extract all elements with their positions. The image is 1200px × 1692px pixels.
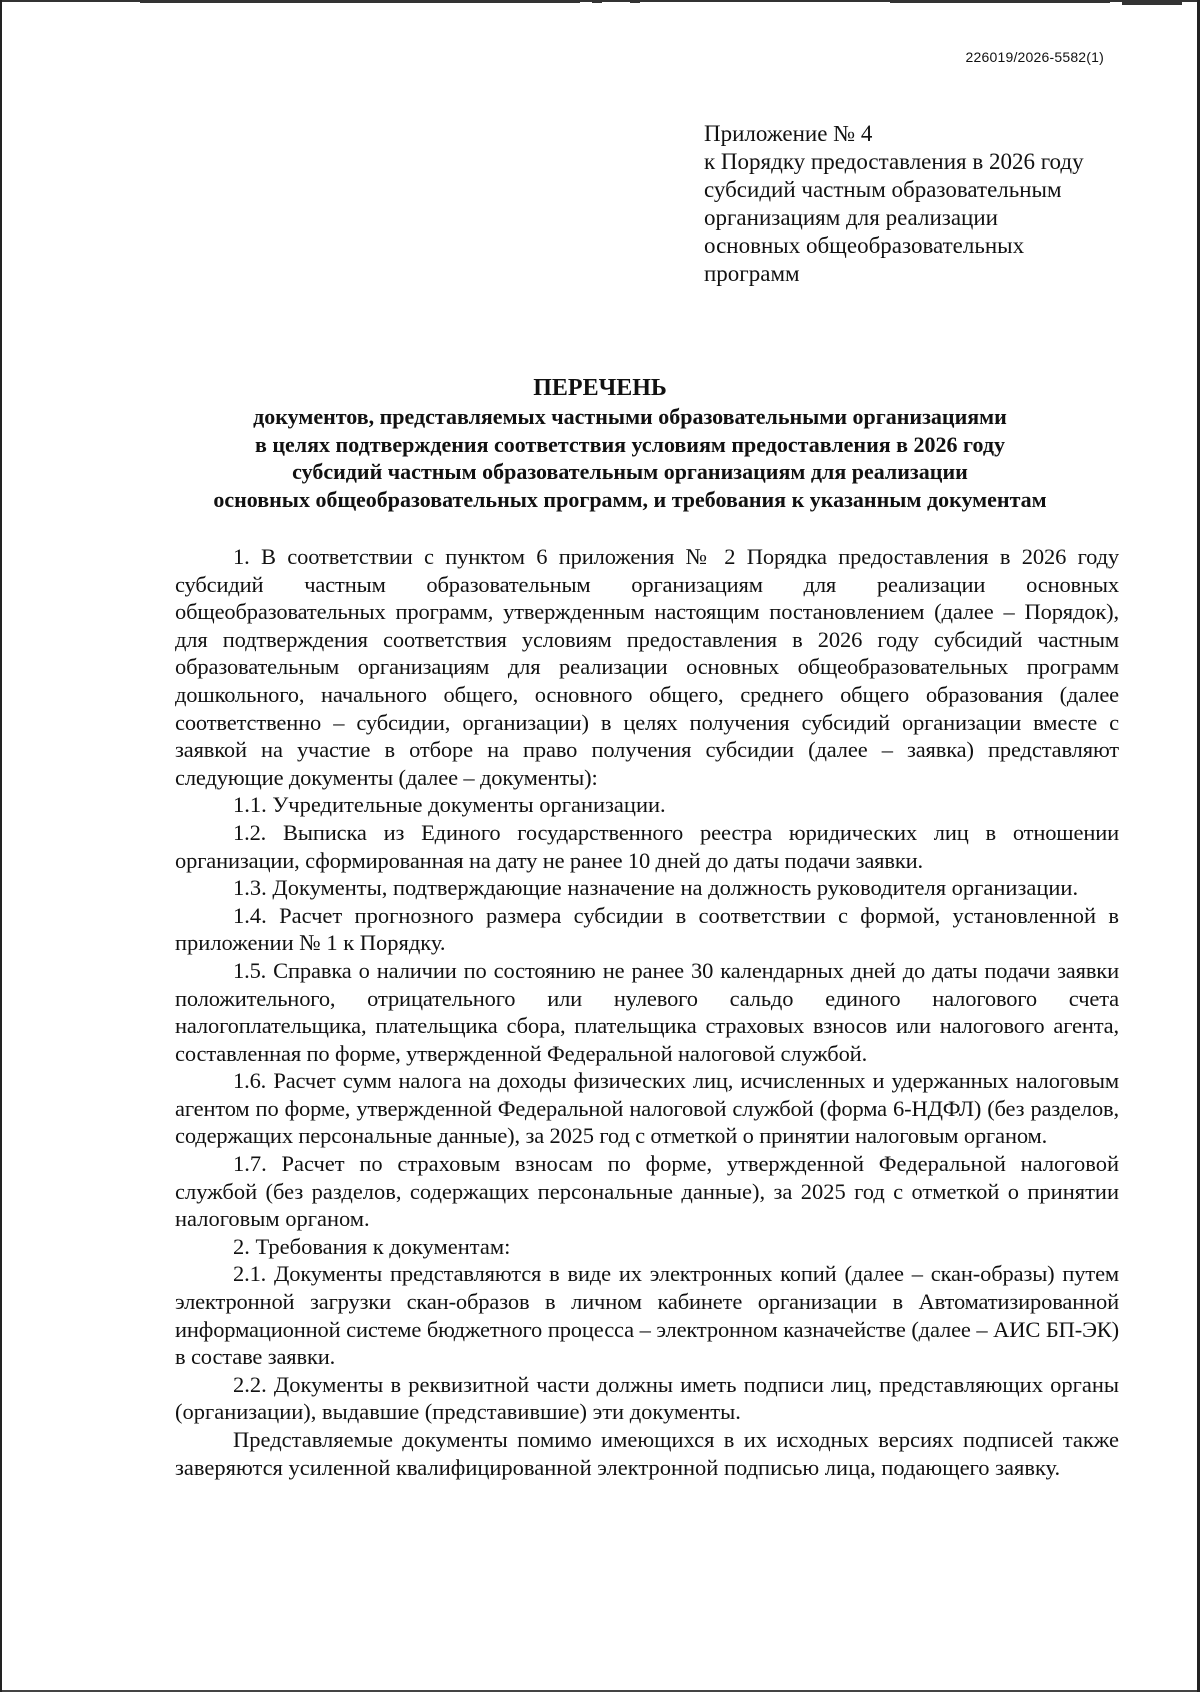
paragraph-closing: Представляемые документы помимо имеющихся в их исходных версиях подписей также заверяются усиленной квалифицированной электронной подписью лица, подающего заявку. [175, 1427, 1119, 1480]
appendix-line: субсидий частным образовательным [704, 177, 1062, 202]
paragraph-1-3: 1.3. Документы, подтверждающие назначение на должность руководителя организации. [233, 875, 1079, 901]
appendix-line: программ [704, 261, 800, 286]
document-title: ПЕРЕЧЕНЬ [533, 375, 667, 401]
paragraph-2-1: 2.1. Документы представляются в виде их электронных копий (далее – скан-образы) путем электронной загрузки скан-образов в личном кабинете организации в Автоматизированной информационной системе бюджетного процесса – электронном казначействе (далее – АИС БП-ЭК) в составе заявки. [175, 1261, 1119, 1370]
scan-edge-left [0, 0, 2, 1692]
subtitle-line: в целях подтверждения соответствия условиям предоставления в 2026 году [254, 431, 1005, 457]
paragraph-1-1: 1.1. Учредительные документы организации. [233, 792, 666, 818]
subtitle-line: субсидий частным образовательным организациям для реализации [292, 459, 968, 484]
appendix-line: к Порядку предоставления в 2026 году [704, 149, 1084, 174]
document-body [175, 543, 1119, 1481]
appendix-line: организациям для реализации [704, 205, 998, 230]
paragraph-1-5: 1.5. Справка о наличии по состоянию не ранее 30 календарных дней до даты подачи заявки положительного, отрицательного или нулевого сальдо единого налогового счета налогоплательщика, плательщика сбора, плательщика страховых взносов или налогового агента, составленная по форме, утвержденной Федеральной налоговой службой. [175, 957, 1119, 1066]
subtitle-line: документов, представляемых частными образовательными организациями [253, 404, 1007, 429]
paragraph-1-6: 1.6. Расчет сумм налога на доходы физических лиц, исчисленных и удержанных налоговым агентом по форме, утвержденной Федеральной налоговой службой (форма 6-НДФЛ) (без разделов, содержащих персональные данные), за 2025 год с отметкой о принятии налоговым органом. [175, 1068, 1119, 1149]
appendix-line: основных общеобразовательных [704, 233, 1025, 258]
scan-artifact-mark [592, 0, 602, 3]
paragraph-2-2: 2.2. Документы в реквизитной части должны иметь подписи лиц, представляющих органы (организации), выдавшие (представившие) эти документы. [175, 1371, 1119, 1425]
scan-artifact-mark [1122, 0, 1182, 5]
document-registration-number: 226019/2026-5582(1) [965, 49, 1104, 65]
appendix-header [704, 120, 1124, 288]
paragraph-1-2: 1.2. Выписка из Единого государственного реестра юридических лиц в отношении организации, сформированная на дату не ранее 10 дней до даты подачи заявки. [175, 819, 1119, 873]
scan-artifact-mark [630, 0, 640, 3]
scan-artifact-mark [140, 0, 580, 3]
paragraph-2: 2. Требования к документам: [233, 1233, 511, 1259]
document-subtitle [150, 403, 1110, 513]
paragraph-1-7: 1.7. Расчет по страховым взносам по форме, утвержденной Федеральной налоговой службой (без разделов, содержащих персональные данные), за 2025 год с отметкой о принятии налоговым органом. [175, 1151, 1119, 1232]
appendix-line: Приложение № 4 [704, 121, 873, 146]
scan-artifact-mark [890, 0, 1110, 3]
paragraph-1: 1. В соответствии с пунктом 6 приложения № 2 Порядка предоставления в 2026 году субсидий частным образовательным организациям для реализации основных общеобразовательных программ, утвержденным настоящим постановлением (далее – Порядок), для подтверждения соответствия условиям предоставления в 2026 году субсидий частным образовательным организациям для реализации основных общеобразовательных программ дошкольного, начального общего, основного общего, среднего общего образования (далее соответственно – субсидии, организации) в целях получения субсидий организации вместе с заявкой на участие в отборе на право получения субсидии (далее – заявка) представляют следующие документы (далее – документы): [175, 544, 1119, 790]
paragraph-1-4: 1.4. Расчет прогнозного размера субсидии в соответствии с формой, установленной в приложении № 1 к Порядку. [175, 902, 1119, 956]
subtitle-line: основных общеобразовательных программ, и требования к указанным документам [213, 486, 1047, 512]
